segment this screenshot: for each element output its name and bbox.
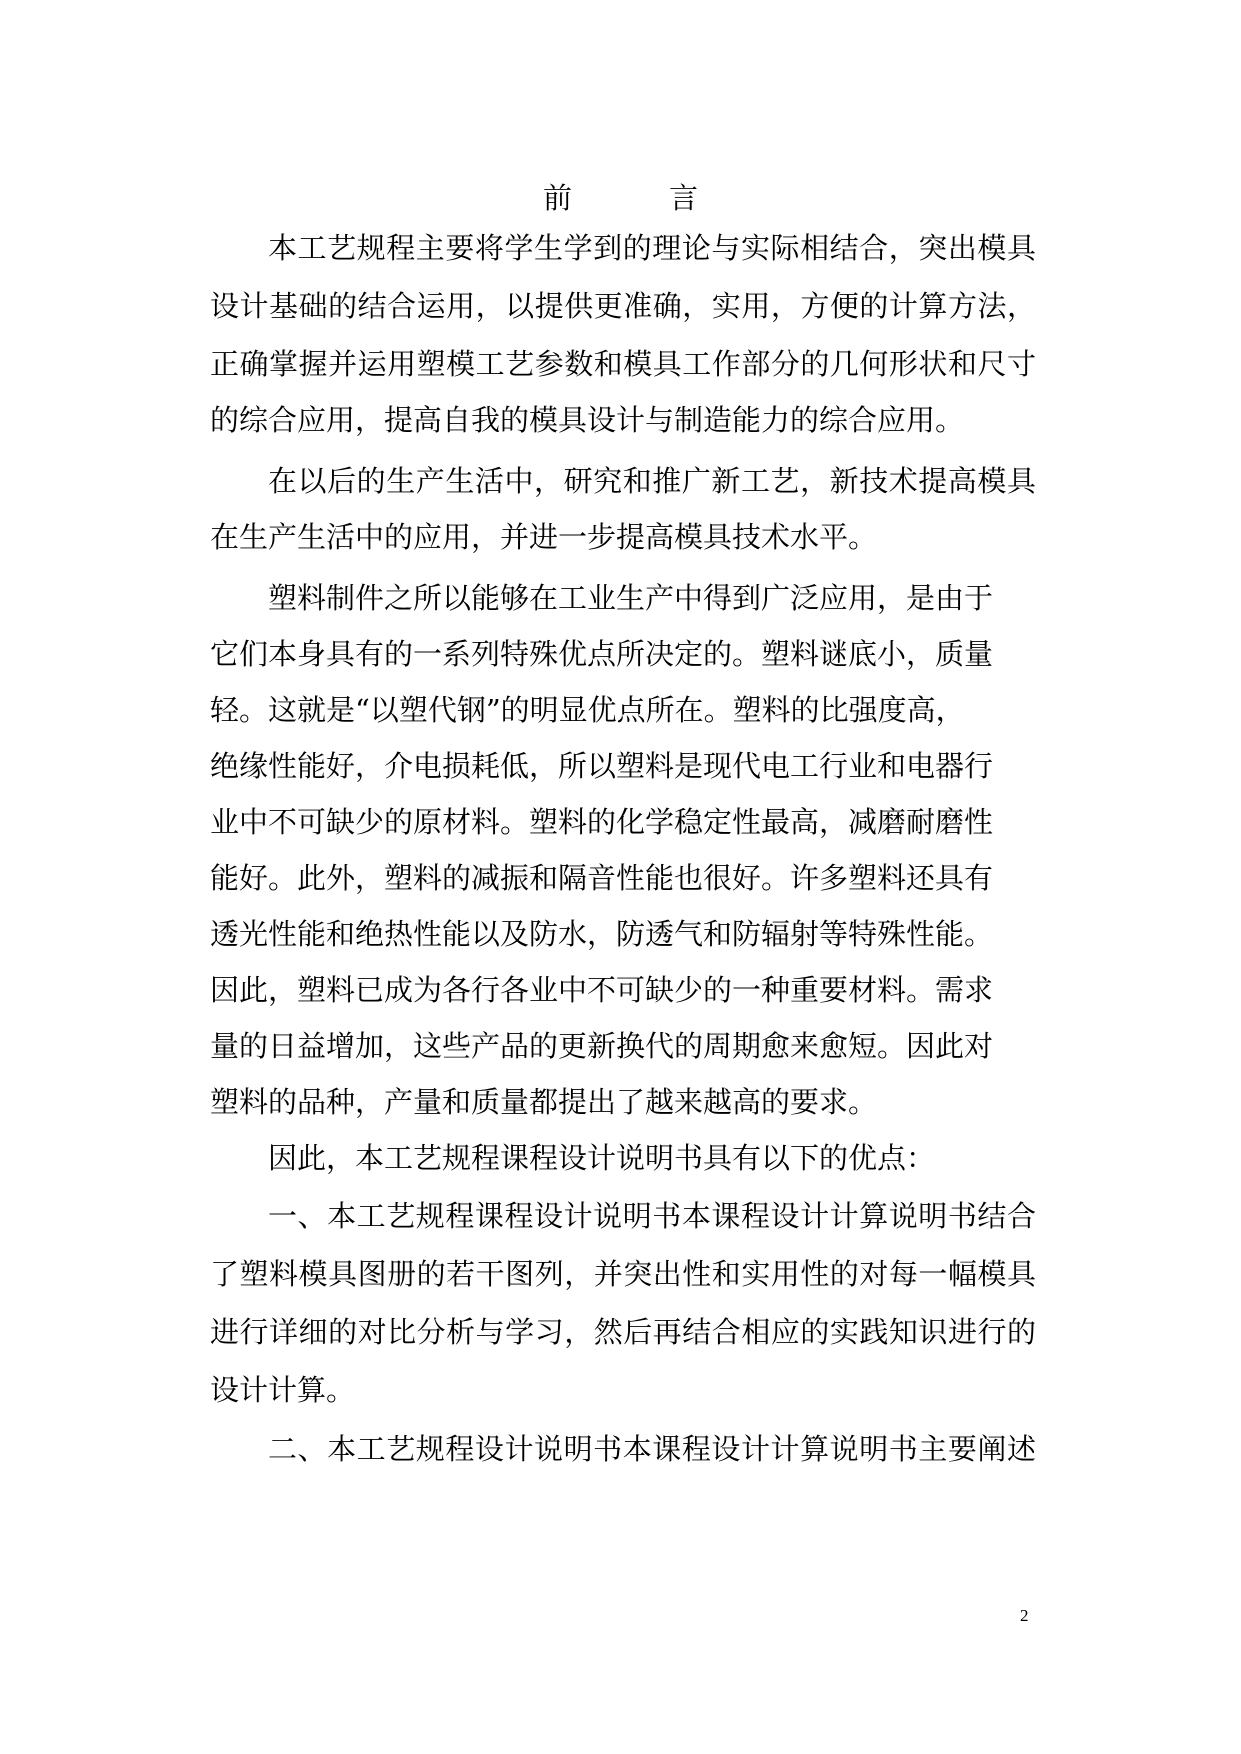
body-line: 设计基础的结合运用，以提供更准确，实用，方便的计算方法， — [210, 289, 1036, 323]
body-line: 正确掌握并运用塑模工艺参数和模具工作部分的几何形状和尺寸 — [210, 347, 1036, 381]
page-title: 前 言 — [542, 181, 732, 215]
body-line: 设计计算。 — [210, 1373, 356, 1407]
body-line: 了塑料模具图册的若干图列，并突出性和实用性的对每一幅模具 — [210, 1257, 1036, 1291]
body-line: 一、本工艺规程课程设计说明书本课程设计计算说明书结合 — [268, 1199, 1036, 1233]
body-line: 因此，本工艺规程课程设计说明书具有以下的优点： — [268, 1141, 936, 1175]
body-line: 二、本工艺规程设计说明书本课程设计计算说明书主要阐述 — [268, 1432, 1036, 1466]
body-line: 在以后的生产生活中，研究和推广新工艺，新技术提高模具 — [268, 464, 1036, 498]
body-line: 塑料制件之所以能够在工业生产中得到广泛应用，是由于 — [268, 581, 994, 615]
body-line: 它们本身具有的一系列特殊优点所决定的。塑料谜底小，质量 — [210, 637, 994, 671]
body-line: 业中不可缺少的原材料。塑料的化学稳定性最高，减磨耐磨性 — [210, 805, 994, 839]
body-line: 量的日益增加，这些产品的更新换代的周期愈来愈短。因此对 — [210, 1029, 994, 1063]
body-line: 的综合应用，提高自我的模具设计与制造能力的综合应用。 — [210, 403, 965, 437]
body-line: 因此，塑料已成为各行各业中不可缺少的一种重要材料。需求 — [210, 973, 994, 1007]
body-line: 在生产生活中的应用，并进一步提高模具技术水平。 — [210, 520, 878, 554]
body-line: 塑料的品种，产量和质量都提出了越来越高的要求。 — [210, 1085, 878, 1119]
body-line: 本工艺规程主要将学生学到的理论与实际相结合，突出模具 — [268, 231, 1036, 265]
body-line: 轻。这就是“以塑代钢”的明显优点所在。塑料的比强度高， — [210, 693, 965, 727]
page-number: 2 — [1020, 1606, 1029, 1625]
body-line: 绝缘性能好，介电损耗低，所以塑料是现代电工行业和电器行 — [210, 749, 994, 783]
body-line: 进行详细的对比分析与学习，然后再结合相应的实践知识进行的 — [210, 1315, 1036, 1349]
body-line: 透光性能和绝热性能以及防水，防透气和防辐射等特殊性能。 — [210, 917, 994, 951]
body-line: 能好。此外，塑料的减振和隔音性能也很好。许多塑料还具有 — [210, 861, 994, 895]
